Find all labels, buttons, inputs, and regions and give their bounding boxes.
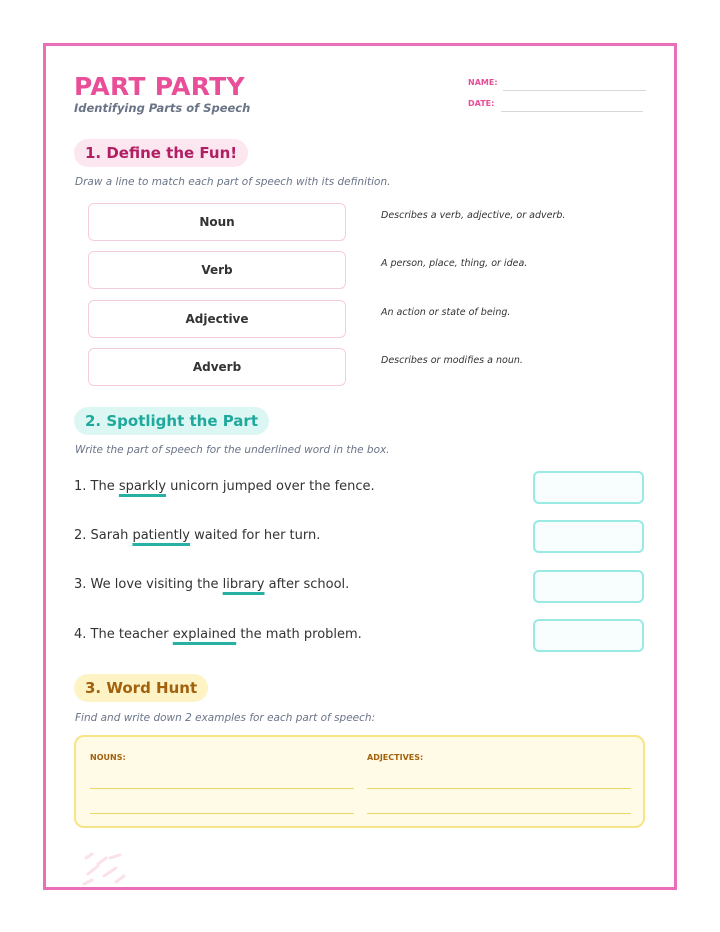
underlined-word: library	[222, 577, 265, 592]
definition-4[interactable]: Describes or modifies a noun.	[381, 355, 523, 366]
sentence-text: after school.	[264, 577, 350, 592]
definition-3[interactable]: An action or state of being.	[381, 307, 511, 318]
answer-box-2[interactable]	[533, 520, 644, 553]
page-subtitle: Identifying Parts of Speech	[74, 101, 251, 115]
nouns-label: NOUNS:	[90, 753, 126, 762]
sentence-text: 1. The	[74, 479, 119, 494]
section3-instruction: Find and write down 2 examples for each part of speech:	[75, 712, 376, 724]
noun-line-1[interactable]	[90, 788, 354, 789]
sentence-2	[74, 528, 320, 543]
section1-instruction: Draw a line to match each part of speech with its definition.	[75, 176, 391, 188]
section3-heading: 3. Word Hunt	[74, 674, 208, 702]
term-adverb[interactable]: Adverb	[88, 348, 346, 386]
sentence-text: unicorn jumped over the fence.	[166, 479, 375, 494]
section2-heading: 2. Spotlight the Part	[74, 407, 269, 435]
sentence-3	[74, 577, 349, 592]
term-adjective[interactable]: Adjective	[88, 300, 346, 338]
underlined-word: sparkly	[118, 479, 167, 494]
sentence-text: 4. The teacher	[74, 627, 173, 642]
name-label: NAME:	[468, 78, 498, 87]
term-verb[interactable]: Verb	[88, 251, 346, 289]
sentence-text: 3. We love visiting the	[74, 577, 223, 592]
answer-box-3[interactable]	[533, 570, 644, 603]
adjectives-label: ADJECTIVES:	[367, 753, 424, 762]
word-hunt-box	[74, 735, 645, 828]
answer-box-1[interactable]	[533, 471, 644, 504]
sentence-text: 2. Sarah	[74, 528, 133, 543]
adjective-line-1[interactable]	[367, 788, 631, 789]
confetti-decoration-icon	[82, 852, 130, 886]
adjective-line-2[interactable]	[367, 813, 631, 814]
section1-heading: 1. Define the Fun!	[74, 139, 248, 167]
underlined-word: patiently	[132, 528, 191, 543]
answer-box-4[interactable]	[533, 619, 644, 652]
sentence-4	[74, 627, 362, 642]
sentence-text: the math problem.	[236, 627, 362, 642]
sentence-text: waited for her turn.	[190, 528, 321, 543]
sentence-1	[74, 479, 375, 494]
definition-2[interactable]: A person, place, thing, or idea.	[381, 258, 528, 269]
name-field[interactable]	[503, 90, 646, 91]
noun-line-2[interactable]	[90, 813, 354, 814]
date-label: DATE:	[468, 99, 495, 108]
term-noun[interactable]: Noun	[88, 203, 346, 241]
date-field[interactable]	[501, 111, 643, 112]
section2-instruction: Write the part of speech for the underlined word in the box.	[75, 444, 390, 456]
underlined-word: explained	[172, 627, 237, 642]
definition-1[interactable]: Describes a verb, adjective, or adverb.	[381, 210, 566, 221]
page-title: PART PARTY	[74, 72, 245, 101]
